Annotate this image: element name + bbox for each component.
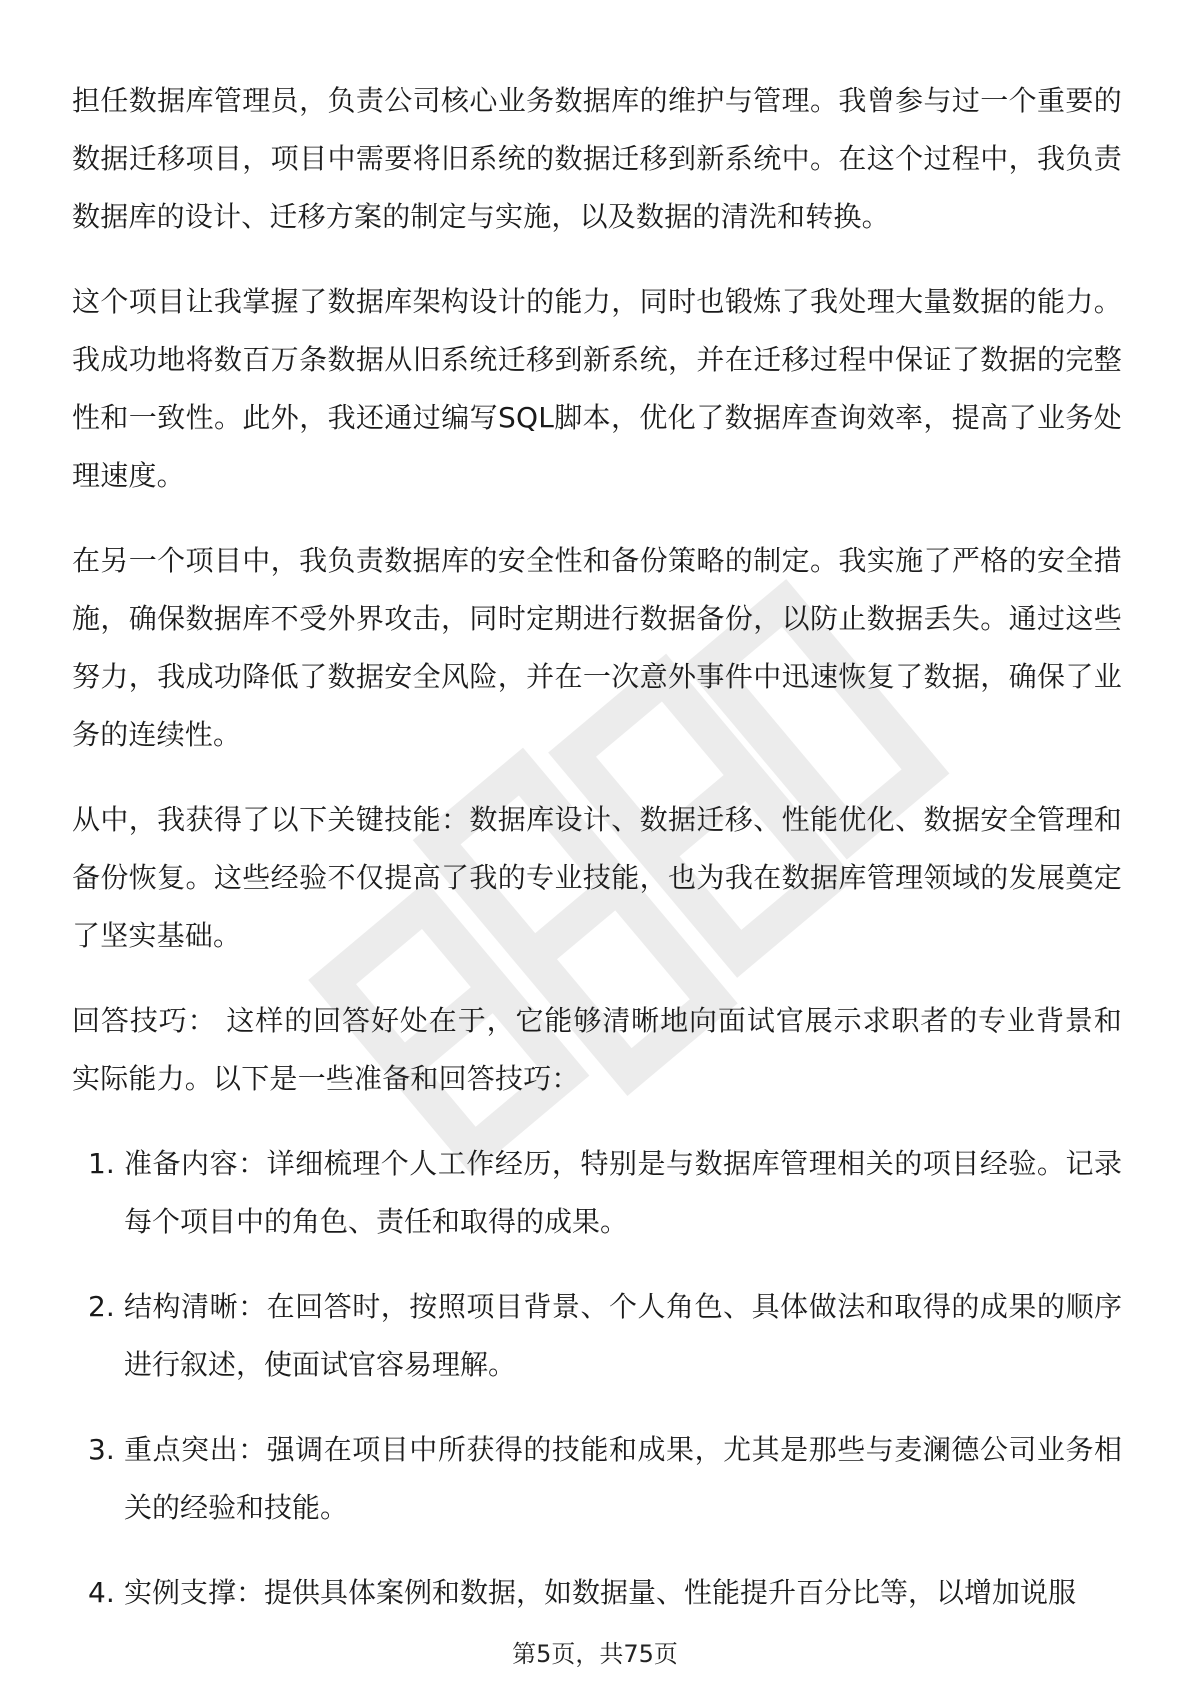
- list-item: [72, 1135, 1122, 1251]
- tips-list: [72, 1135, 1122, 1622]
- list-item: [72, 1278, 1122, 1394]
- paragraph-1: 担任数据库管理员，负责公司核心业务数据库的维护与管理。我曾参与过一个重要的数据迁移项目，项目中需要将旧系统的数据迁移到新系统中。在这个过程中，我负责数据库的设计、迁移方案的制定与实施，以及数据的清洗和转换。: [72, 84, 1122, 233]
- list-item: [72, 1421, 1122, 1537]
- list-text: 准备内容：详细梳理个人工作经历，特别是与数据库管理相关的项目经验。记录每个项目中的角色、责任和取得的成果。: [124, 1147, 1122, 1238]
- paragraph-3: 在另一个项目中，我负责数据库的安全性和备份策略的制定。我实施了严格的安全措施，确保数据库不受外界攻击，同时定期进行数据备份，以防止数据丢失。通过这些努力，我成功降低了数据安全风险，并在一次意外事件中迅速恢复了数据，确保了业务的连续性。: [72, 544, 1122, 751]
- document-body: [72, 72, 1122, 1649]
- paragraph-5: 回答技巧： 这样的回答好处在于，它能够清晰地向面试官展示求职者的专业背景和实际能力。以下是一些准备和回答技巧：: [72, 1004, 1122, 1095]
- list-text: 重点突出：强调在项目中所获得的技能和成果，尤其是那些与麦澜德公司业务相关的经验和技能。: [124, 1433, 1122, 1524]
- list-item: [72, 1564, 1122, 1622]
- list-text: 实例支撑：提供具体案例和数据，如数据量、性能提升百分比等，以增加说服: [124, 1576, 1077, 1609]
- paragraph-4: 从中，我获得了以下关键技能：数据库设计、数据迁移、性能优化、数据安全管理和备份恢复。这些经验不仅提高了我的专业技能，也为我在数据库管理领域的发展奠定了坚实基础。: [72, 803, 1122, 952]
- page-number-footer: 第5页，共75页: [512, 1640, 678, 1668]
- list-number: 1.: [88, 1147, 115, 1180]
- list-number: 4.: [88, 1576, 115, 1609]
- list-number: 3.: [88, 1433, 115, 1466]
- list-text: 结构清晰：在回答时，按照项目背景、个人角色、具体做法和取得的成果的顺序进行叙述，使面试官容易理解。: [124, 1290, 1122, 1381]
- paragraph-2: 这个项目让我掌握了数据库架构设计的能力，同时也锻炼了我处理大量数据的能力。我成功地将数百万条数据从旧系统迁移到新系统，并在迁移过程中保证了数据的完整性和一致性。此外，我还通过编写SQL脚本，优化了数据库查询效率，提高了业务处理速度。: [72, 285, 1122, 492]
- list-number: 2.: [88, 1290, 115, 1323]
